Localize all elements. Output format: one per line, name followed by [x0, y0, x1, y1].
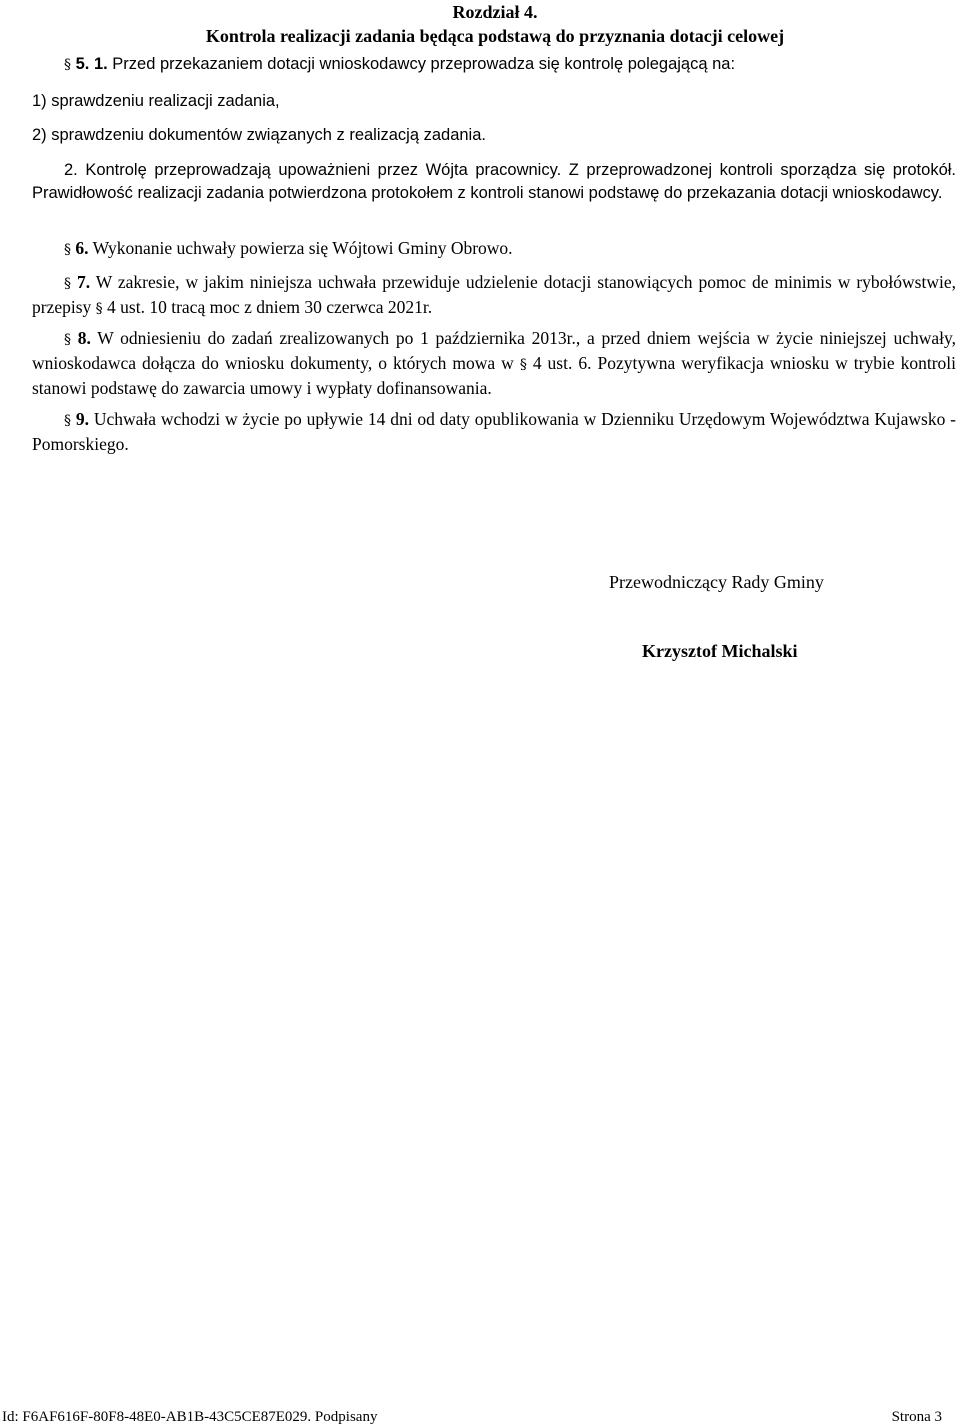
paragraph-7-text-a: W zakresie, w jakim niniejsza uchwała przewiduje udzielenie dotacji stanowiących pomoc de minimis w rybołówstwie, przepisy — [32, 272, 956, 317]
paragraph-8 — [32, 327, 956, 400]
section-sign: § — [64, 57, 71, 73]
paragraph-5-intro — [32, 53, 956, 77]
paragraph-8-text-a: W odniesieniu do zadań zrealizowanych po 1 października 2013r., a przed dniem wejścia w życie niniejszej uchwały, wnioskodawca dołącza do wniosku dokumenty, o których mowa w — [32, 328, 957, 373]
section-sign: § — [64, 413, 71, 429]
signature-name: Krzysztof Michalski — [642, 641, 798, 661]
paragraph-8-number: 8. — [77, 328, 91, 348]
paragraph-5-item-1: 1) sprawdzeniu realizacji zadania, — [32, 92, 280, 110]
paragraph-5-item-2: 2) sprawdzeniu dokumentów związanych z realizacją zadania. — [32, 126, 486, 144]
paragraph-9 — [32, 408, 956, 456]
paragraph-5-intro-text: Przed przekazaniem dotacji wnioskodawcy przeprowadza się kontrolę polegającą na: — [112, 55, 736, 73]
paragraph-6-number: 6. — [75, 238, 89, 258]
paragraph-6 — [32, 237, 956, 262]
paragraph-5-point-2 — [32, 159, 956, 205]
section-sign: § — [95, 301, 103, 317]
section-sign: § — [64, 332, 71, 348]
paragraph-9-text: Uchwała wchodzi w życie po upływie 14 dni od daty opublikowania w Dzienniku Urzędowym Województwa Kujawsko - Pomorskiego. — [32, 409, 957, 454]
chapter-subtitle: Kontrola realizacji zadania będąca podstawą do przyznania dotacji celowej — [205, 26, 785, 46]
paragraph-9-number: 9. — [75, 409, 89, 429]
section-sign: § — [519, 357, 527, 373]
paragraph-6-text: Wykonanie uchwały powierza się Wójtowi Gminy Obrowo. — [92, 238, 513, 258]
paragraph-8-text-b: 4 ust. 6. Pozytywna weryfikacja wniosku w trybie kontroli stanowi podstawę do zawarcia umowy i wypłaty dofinansowania. — [32, 353, 956, 398]
paragraph-5-point-2-text: 2. Kontrolę przeprowadzają upoważnieni przez Wójta pracownicy. Z przeprowadzonej kontroli sporządza się protokół. Prawidłowość realizacji zadania potwierdzona protokołem z kontroli stanowi podstawę do przekazania dotacji wnioskodawcy. — [32, 161, 956, 202]
section-sign: § — [64, 276, 71, 292]
chapter-heading — [0, 0, 960, 48]
signature-role: Przewodniczący Rady Gminy — [609, 572, 824, 592]
paragraph-7-text-b: 4 ust. 10 tracą moc z dniem 30 czerwca 2021r. — [107, 297, 433, 317]
footer-document-id: Id: F6AF616F-80F8-48E0-AB1B-43C5CE87E029. Podpisany — [2, 1409, 378, 1425]
section-sign: § — [64, 242, 71, 258]
paragraph-5-number: 5. 1. — [75, 55, 108, 73]
footer-page-number: Strona 3 — [891, 1409, 942, 1425]
paragraph-7 — [32, 271, 956, 321]
chapter-title: Rozdział 4. — [452, 2, 538, 22]
paragraph-7-number: 7. — [76, 272, 91, 292]
